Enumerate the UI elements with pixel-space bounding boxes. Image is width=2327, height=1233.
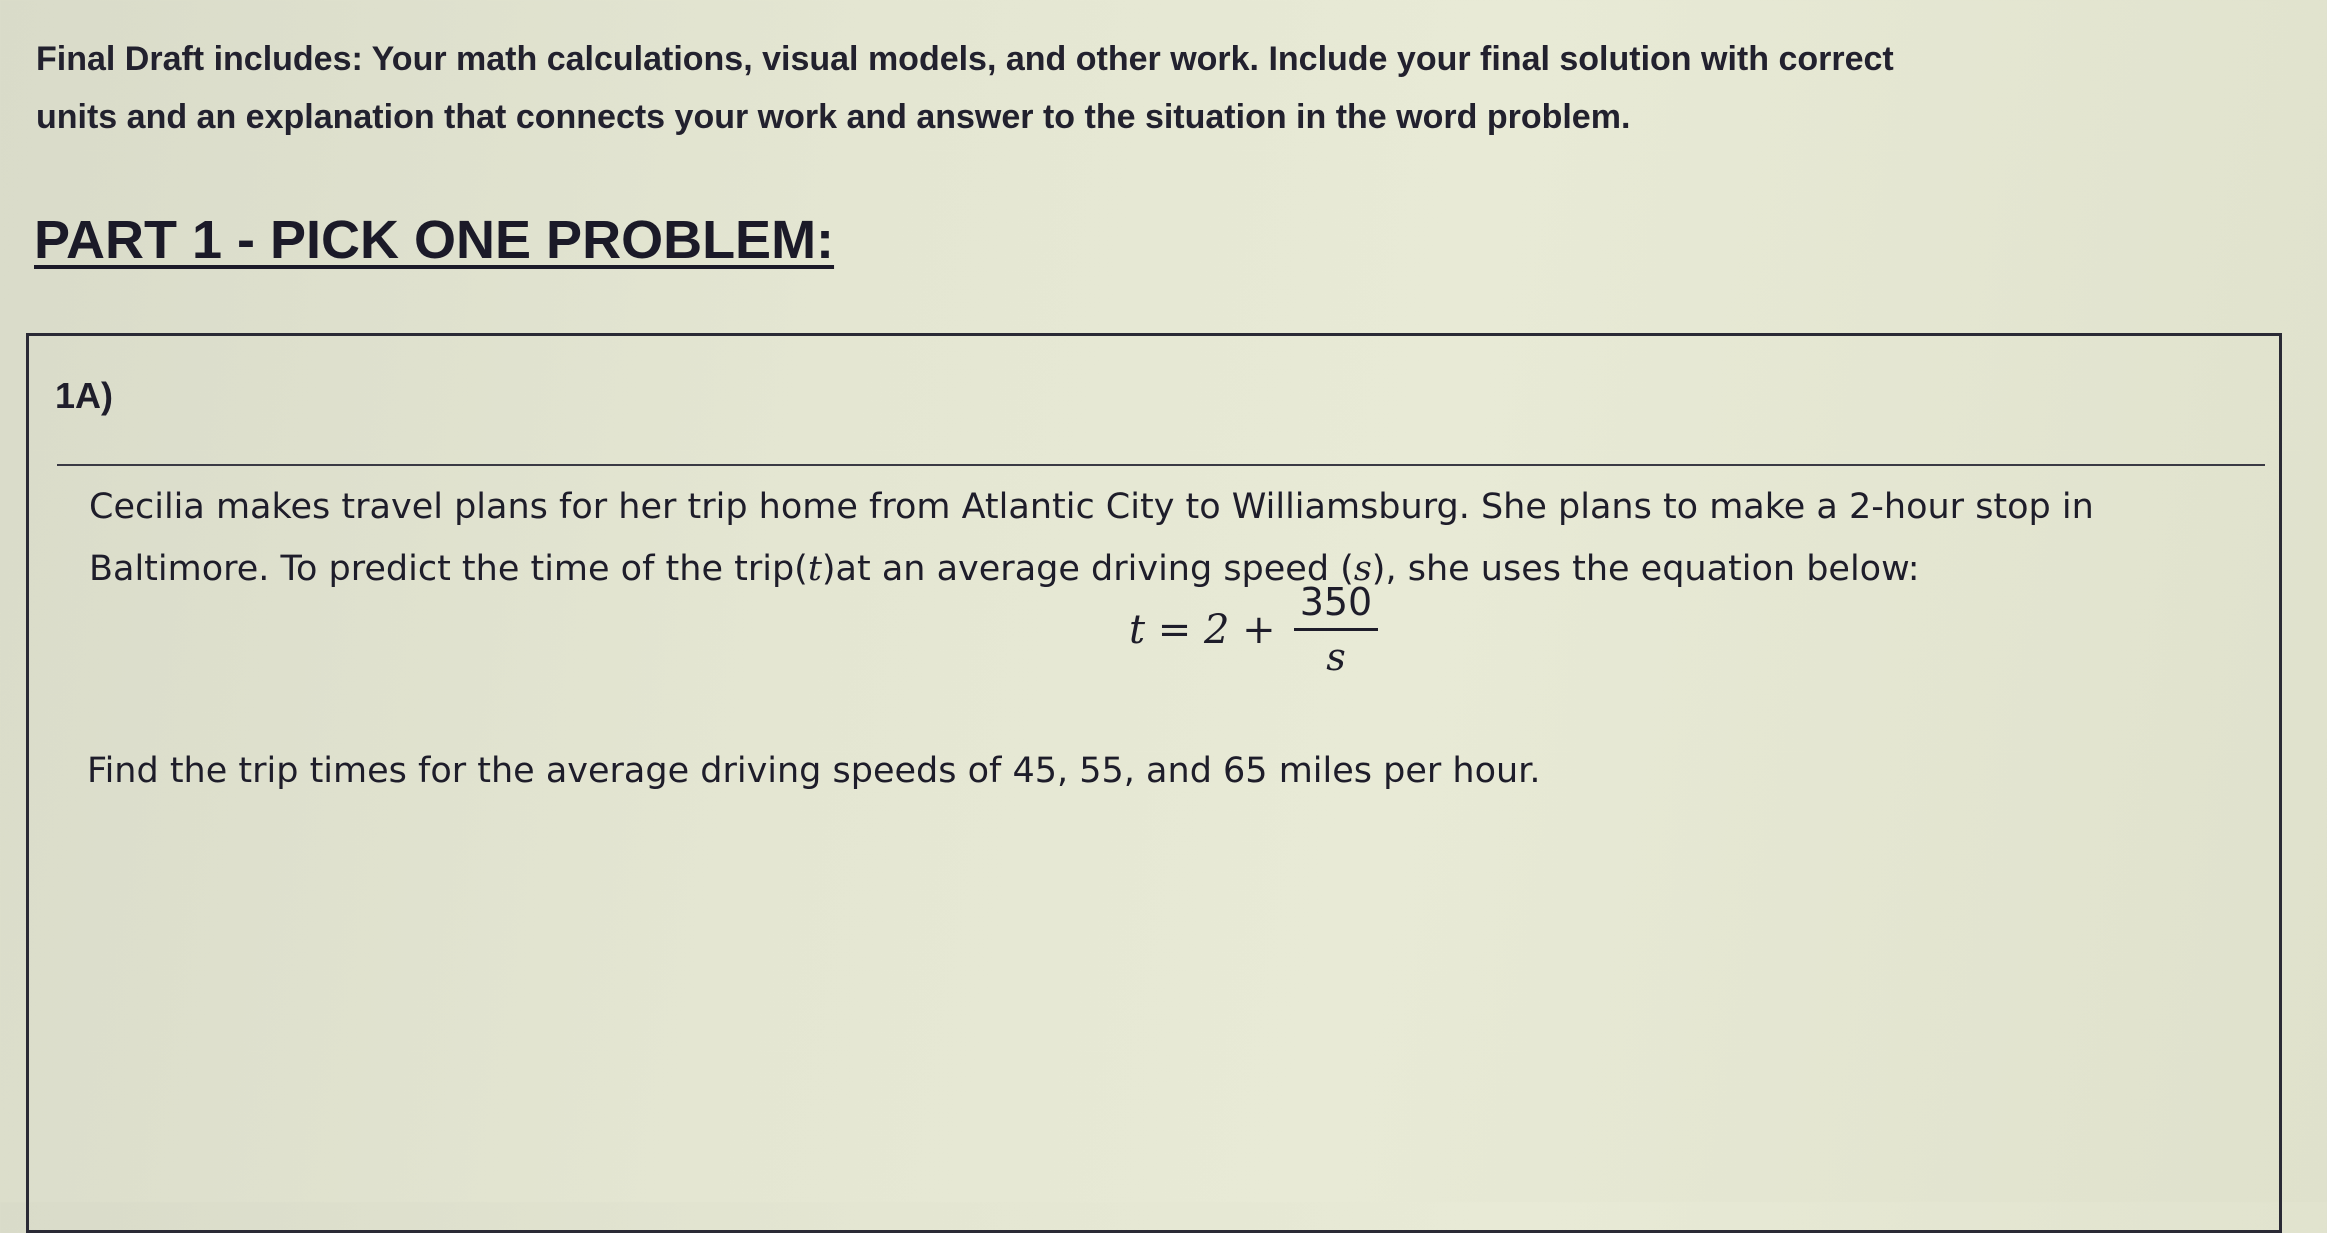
equation-lhs: t = 2 +: [1129, 606, 1276, 653]
problem-task: Find the trip times for the average driving speeds of 45, 55, and 65 miles per hour.: [87, 751, 1541, 791]
variable-s: s: [1353, 549, 1372, 589]
equation-fraction: [1294, 576, 1379, 683]
fraction-denominator: s: [1326, 635, 1346, 679]
problem-text-line-1: Cecilia makes travel plans for her trip home from Atlantic City to Williamsburg. She plans to make a 2-hour stop in: [89, 487, 2094, 527]
variable-t: t: [807, 549, 822, 589]
trip-time-equation: [1129, 576, 1378, 683]
problem-text-line-2c: ), she uses the equation below:: [1371, 549, 1920, 589]
part-1-heading: PART 1 - PICK ONE PROBLEM:: [34, 210, 835, 270]
instructions-line-2: units and an explanation that connects your work and answer to the situation in the word problem.: [36, 98, 1631, 136]
fraction-numerator: 350: [1299, 580, 1373, 624]
problem-1a-box: [26, 333, 2282, 1233]
problem-divider: [57, 464, 2265, 466]
instructions-line-1: Final Draft includes: Your math calculations, visual models, and other work. Include your final solution with correct: [36, 40, 1894, 78]
problem-text-line-2b: )at an average driving speed (: [821, 549, 1354, 589]
problem-text-line-2a: Baltimore. To predict the time of the trip(: [89, 549, 808, 589]
problem-label: 1A): [55, 375, 114, 416]
final-draft-instructions: [36, 30, 2276, 146]
